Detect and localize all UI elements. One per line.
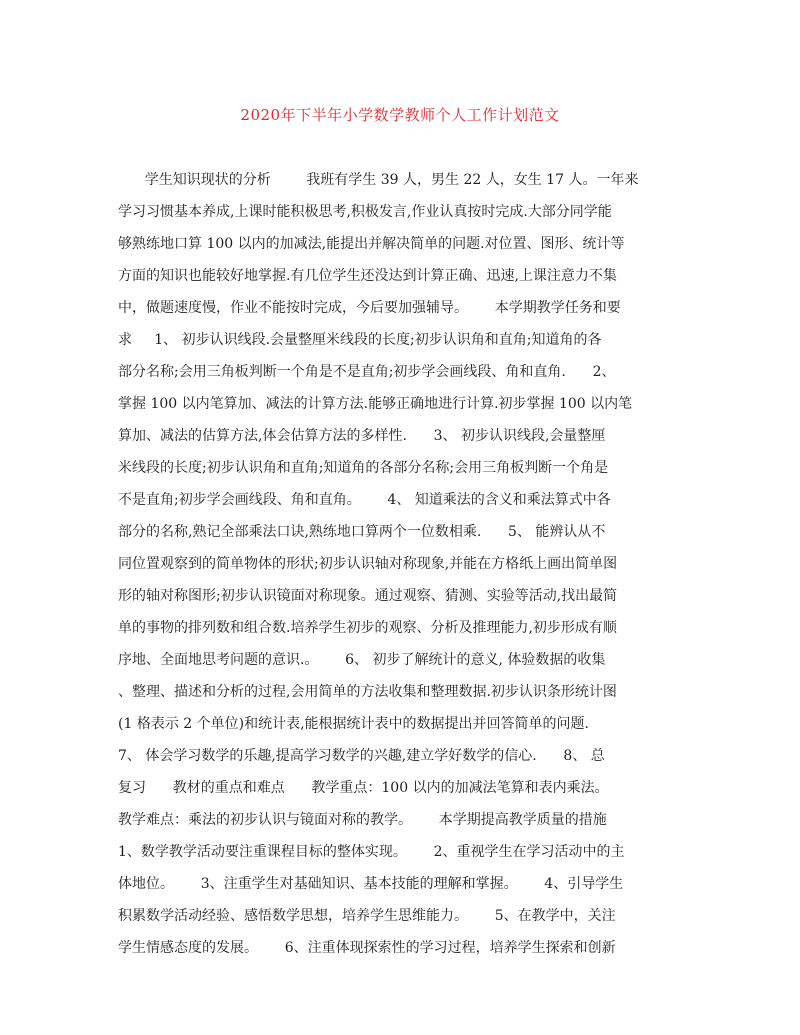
body-line: 复习 教材的重点和难点 教学重点：100 以内的加减法笔算和表内乘法。 <box>118 780 609 796</box>
body-line: 学习习惯基本养成,上课时能积极思考,积极发言,作业认真按时完成.大部分同学能 <box>118 204 612 220</box>
body-line: 同位置观察到的简单物体的形状;初步认识轴对称现象,并能在方格纸上画出简单图 <box>118 556 618 572</box>
body-line: 不是直角;初步学会画线段、角和直角。 4、 知道乘法的含义和乘法算式中各 <box>118 492 611 508</box>
body-line: 、整理、描述和分析的过程,会用简单的方法收集和整理数据.初步认识条形统计图 <box>118 684 617 700</box>
body-line: 学生知识现状的分析 我班有学生 39 人，男生 22 人，女生 17 人。一年来 <box>118 172 639 188</box>
body-line: 积累数学活动经验、感悟数学思想，培养学生思维能力。 5、在教学中，关注 <box>118 908 616 924</box>
body-line: 部分的名称,熟记全部乘法口诀,熟练地口算两个一位数相乘. 5、 能辨认从不 <box>118 524 606 540</box>
body-line: 学生情感态度的发展。 6、注重体现探索性的学习过程，培养学生探索和创新 <box>118 940 616 956</box>
body-line: (1 格表示 2 个单位)和统计表,能根据统计表中的数据提出并回答简单的问题. <box>118 716 589 732</box>
body-line: 部分名称;会用三角板判断一个角是不是直角;初步学会画线段、角和直角. 2、 <box>118 364 616 380</box>
body-line: 算加、减法的估算方法,体会估算方法的多样性. 3、 初步认识线段,会量整厘 <box>118 428 606 444</box>
body-line: 教学难点：乘法的初步认识与镜面对称的教学。 本学期提高教学质量的措施 <box>118 812 607 828</box>
body-line: 形的轴对称图形;初步认识镜面对称现象。通过观察、猜测、实验等活动,找出最简 <box>118 588 618 604</box>
body-line: 7、 体会学习数学的乐趣,提高学习数学的兴趣,建立学好数学的信心. 8、 总 <box>118 748 605 764</box>
body-line: 掌握 100 以内笔算加、减法的计算方法.能够正确地进行计算.初步掌握 100 以内笔 <box>118 396 633 412</box>
document-title: 2020年下半年小学数学教师个人工作计划范文 <box>240 106 560 124</box>
body-line: 1、数学教学活动要注重课程目标的整体实现。 2、重视学生在学习活动中的主 <box>118 844 625 860</box>
body-line: 方面的知识也能较好地掌握.有几位学生还没达到计算正确、迅速,上课注意力不集 <box>118 268 617 284</box>
body-line: 体地位。 3、注重学生对基础知识、基本技能的理解和掌握。 4、引导学生 <box>118 876 624 892</box>
body-line: 单的事物的排列数和组合数.培养学生初步的观察、分析及推理能力,初步形成有顺 <box>118 620 617 636</box>
body-line: 序地、全面地思考问题的意识.。 6、 初步了解统计的意义, 体验数据的收集 <box>118 652 606 668</box>
body-line: 中，做题速度慢，作业不能按时完成，今后要加强辅导。 本学期教学任务和要 <box>118 300 621 316</box>
body-line: 够熟练地口算 100 以内的加减法,能提出并解决简单的问题.对位置、图形、统计等 <box>118 236 625 252</box>
body-line: 米线段的长度;初步认识角和直角;知道角的各部分名称;会用三角板判断一个角是 <box>118 460 609 476</box>
document-body <box>118 164 688 964</box>
body-line: 求 1、 初步认识线段.会量整厘米线段的长度;初步认识角和直角;知道角的各 <box>118 332 602 348</box>
